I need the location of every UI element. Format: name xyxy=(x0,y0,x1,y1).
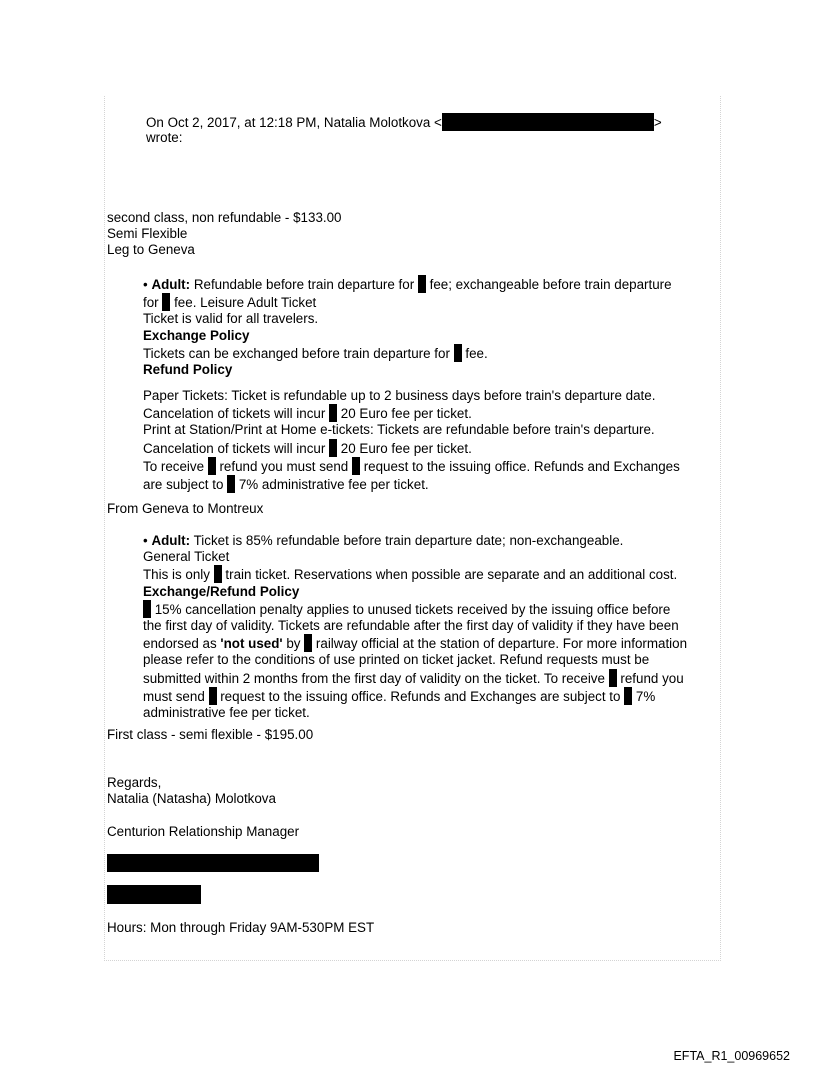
option-second-class: second class, non refundable - $133.00 Semi Flexible Leg to Geneva xyxy=(107,210,342,258)
office-hours: Hours: Mon through Friday 9AM-530PM EST xyxy=(107,920,375,935)
signature-title: Centurion Relationship Manager xyxy=(107,824,300,839)
document-id: EFTA_R1_00969652 xyxy=(673,1048,790,1063)
redaction xyxy=(418,275,426,293)
leg-geneva-montreux: From Geneva to Montreux xyxy=(107,501,264,516)
redaction xyxy=(329,439,337,457)
redaction xyxy=(227,475,235,493)
option-first-class: First class - semi flexible - $195.00 xyxy=(107,727,314,742)
redaction xyxy=(454,344,462,362)
redaction xyxy=(209,687,217,705)
bullet: • xyxy=(143,533,148,548)
refund-policy-text: Paper Tickets: Ticket is refundable up to 2 business days before train's departure date. Cancelation of tickets will incur 20 Euro fee per ticket. Print at Station/Print at Home e-tickets: Tickets are refundable before train's departure. Cancelation of tickets will incur 20 Euro fee per ticket. To receive refund you must send request to the issuing office. Refunds and Exchanges are subject to 7% administrative fee per ticket. xyxy=(143,388,680,493)
exchange-refund-policy-heading: Exchange/Refund Policy xyxy=(143,583,300,599)
redacted-contact-2 xyxy=(107,885,201,904)
exchange-policy-heading: Exchange Policy xyxy=(143,327,250,343)
redaction xyxy=(304,634,312,652)
refund-policy-heading: Refund Policy xyxy=(143,362,233,378)
redaction xyxy=(329,404,337,422)
adult-fare-montreux: • Adult: Ticket is 85% refundable before train departure date; non-exchangeable. General Ticket This is only train ticket. Reservations when possible are separate and an additional cost. Exchange/Refund Policy 15% cancellation penalty applies to unused tickets received by the issuing office before the first day of validity. Tickets are refundable after the first day of validity if they have been endorsed as 'not used' by railway official at the station of departure. For more information please refer to the conditions of use printed on ticket jacket. Refund requests must be submitted within 2 months from the first day of validity on the ticket. To receive refund you must send request to the issuing office. Refunds and Exchanges are subject to 7% administrative fee per ticket. xyxy=(143,533,688,721)
redacted-contact-1 xyxy=(107,854,319,872)
redaction xyxy=(352,457,360,475)
bullet: • xyxy=(143,277,148,292)
adult-fare-geneva: • Adult: Refundable before train departure for fee; exchangeable before train departure for fee. Leisure Adult Ticket Ticket is valid for all travelers. Exchange Policy Tickets can be exchanged before train departure for fee. Refund Policy xyxy=(143,277,672,378)
quoted-header: On Oct 2, 2017, at 12:18 PM, Natalia Molotkova < > xyxy=(146,115,662,130)
redaction xyxy=(208,457,216,475)
wrote-label: wrote: xyxy=(146,130,183,145)
redaction xyxy=(609,669,617,687)
signature: Regards, Natalia (Natasha) Molotkova xyxy=(107,775,276,807)
redacted-email xyxy=(442,113,654,131)
redaction xyxy=(624,687,632,705)
redaction xyxy=(214,565,222,583)
redaction xyxy=(143,600,151,618)
